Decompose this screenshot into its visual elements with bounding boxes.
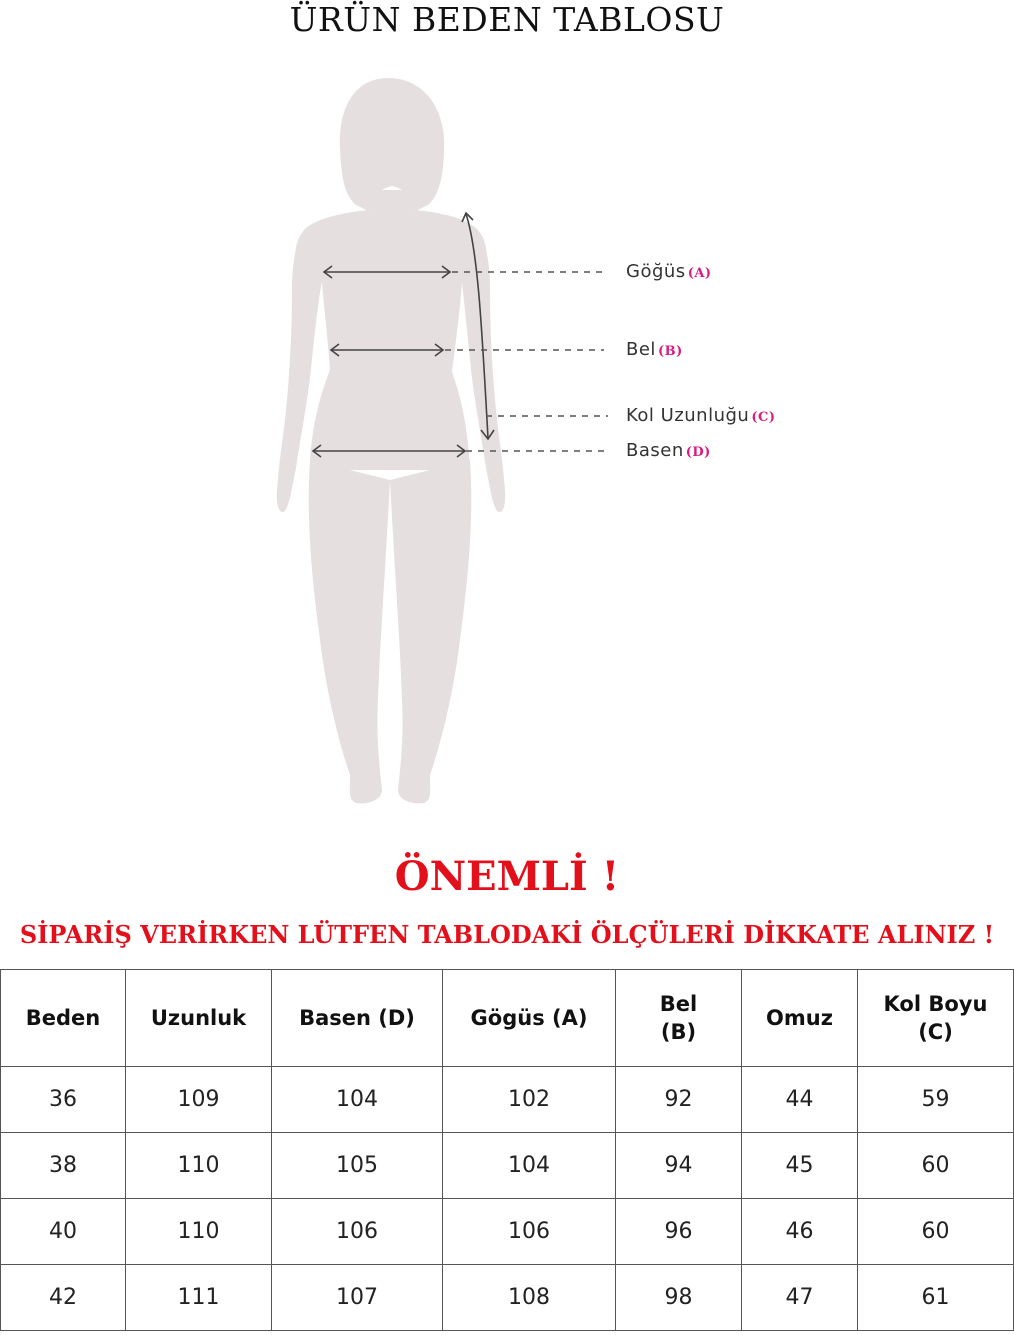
table-cell: 38 <box>1 1133 126 1199</box>
measurement-name: Basen <box>626 440 684 461</box>
header-chest: Gögüs (A) <box>443 970 616 1067</box>
table-cell: 42 <box>1 1265 126 1331</box>
table-cell: 96 <box>616 1199 742 1265</box>
table-row <box>1 1265 1014 1331</box>
table-cell: 108 <box>443 1265 616 1331</box>
table-cell: 110 <box>126 1199 272 1265</box>
table-row <box>1 1133 1014 1199</box>
table-cell: 111 <box>126 1265 272 1331</box>
size-table <box>0 969 1014 1331</box>
table-cell: 106 <box>272 1199 443 1265</box>
table-cell: 107 <box>272 1265 443 1331</box>
table-cell: 110 <box>126 1133 272 1199</box>
header-hip: Basen (D) <box>272 970 443 1067</box>
table-header-row <box>1 970 1014 1067</box>
measurement-name: Bel <box>626 339 656 360</box>
table-cell: 36 <box>1 1067 126 1133</box>
measurement-label-hip <box>626 440 711 461</box>
table-cell: 45 <box>742 1133 858 1199</box>
header-shoulder: Omuz <box>742 970 858 1067</box>
table-cell: 46 <box>742 1199 858 1265</box>
table-cell: 109 <box>126 1067 272 1133</box>
table-cell: 92 <box>616 1067 742 1133</box>
page-title: ÜRÜN BEDEN TABLOSU <box>289 0 725 39</box>
header-size: Beden <box>1 970 126 1067</box>
header-waist: Bel (B) <box>616 970 742 1067</box>
woman-silhouette <box>277 78 505 803</box>
table-cell: 105 <box>272 1133 443 1199</box>
measurement-name: Kol Uzunluğu <box>626 405 750 426</box>
table-cell: 60 <box>858 1199 1014 1265</box>
measurement-label-waist <box>626 339 683 360</box>
table-cell: 61 <box>858 1265 1014 1331</box>
table-cell: 47 <box>742 1265 858 1331</box>
table-cell: 102 <box>443 1067 616 1133</box>
measurement-name: Göğüs <box>626 261 686 282</box>
table-cell: 104 <box>443 1133 616 1199</box>
table-cell: 98 <box>616 1265 742 1331</box>
table-cell: 60 <box>858 1133 1014 1199</box>
measurement-label-chest <box>626 261 712 282</box>
table-cell: 59 <box>858 1067 1014 1133</box>
header-sleeve-length: Kol Boyu (C) <box>858 970 1014 1067</box>
table-cell: 40 <box>1 1199 126 1265</box>
table-cell: 44 <box>742 1067 858 1133</box>
measurement-letter: (B) <box>657 344 683 359</box>
table-row <box>1 1067 1014 1133</box>
table-row <box>1 1199 1014 1265</box>
measurement-letter: (A) <box>687 266 712 281</box>
table-cell: 106 <box>443 1199 616 1265</box>
measurement-letter: (D) <box>685 445 711 460</box>
table-cell: 104 <box>272 1067 443 1133</box>
measurement-letter: (C) <box>751 410 776 425</box>
header-length: Uzunluk <box>126 970 272 1067</box>
warning-message: SİPARİŞ VERİRKEN LÜTFEN TABLODAKİ ÖLÇÜLERİ DİKKATE ALINIZ ! <box>19 920 995 949</box>
measurement-label-arm-length <box>626 405 775 426</box>
important-heading: ÖNEMLİ ! <box>394 853 620 900</box>
table-cell: 94 <box>616 1133 742 1199</box>
